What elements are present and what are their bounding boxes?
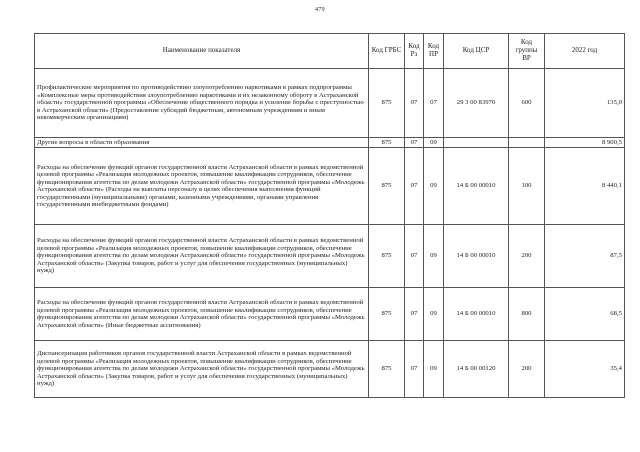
cell-rz: 07 xyxy=(405,341,424,398)
cell-csr: 14 Б 00 00120 xyxy=(444,341,509,398)
header-rz: Код Рз xyxy=(405,34,424,69)
cell-amount: 87,5 xyxy=(545,225,625,288)
cell-name: Профилактические мероприятия по противодействию злоупотреблению наркотиками в рамках подпрограммы «Комплексные меры противодействия злоупотреблению наркотиками и их незаконному обороту в Астраханской области» государственной программы «Обеспечение общественного порядка и усиление борьбы с преступностью в Астраханской области» (Предоставление субсидий бюджетным, автономным учреждениям и иным некоммерческим организациям) xyxy=(35,69,369,138)
cell-grbs: 875 xyxy=(369,225,405,288)
cell-csr xyxy=(444,138,509,148)
cell-amount: 35,4 xyxy=(545,341,625,398)
cell-rz: 07 xyxy=(405,288,424,341)
header-name: Наименование показателя xyxy=(35,34,369,69)
cell-vr: 100 xyxy=(509,148,545,225)
cell-amount: 68,5 xyxy=(545,288,625,341)
cell-name: Диспансеризация работников органов государственной власти Астраханской области в рамках ведомственной целевой программы «Реализация молодежных проектов, повышение квалификации сотрудников, обеспечение функционирования агентства по делам молодежи Астраханской области» государственной программы «Молодежь Астраханской области» (Закупка товаров, работ и услуг для обеспечения государственных (муниципальных) нужд) xyxy=(35,341,369,398)
cell-name: Расходы на обеспечение функций органов государственной власти Астраханской области в рамках ведомственной целевой программы «Реализация молодежных проектов, повышение квалификации сотрудников, обеспечение функционирования агентства по делам молодежи Астраханской области» государственной программы «Молодежь Астраханской области» (Иные бюджетные ассигнования) xyxy=(35,288,369,341)
table-row xyxy=(35,341,625,398)
cell-vr: 800 xyxy=(509,288,545,341)
cell-rz: 07 xyxy=(405,138,424,148)
cell-amount: 8 440,1 xyxy=(545,148,625,225)
cell-csr: 14 Б 00 00010 xyxy=(444,288,509,341)
cell-grbs: 875 xyxy=(369,341,405,398)
cell-vr: 200 xyxy=(509,225,545,288)
cell-name: Расходы на обеспечение функций органов государственной власти Астраханской области в рамках ведомственной целевой программы «Реализация молодежных проектов, повышение квалификации сотрудников, обеспечение функционирования агентства по делам молодежи Астраханской области» государственной программы «Молодежь Астраханской области» (Расходы на выплаты персоналу в целях обеспечения выполнения функций государственными (муниципальными) органами, казенными учреждениями, органами управления государственными внебюджетными фондами) xyxy=(35,148,369,225)
cell-pr: 09 xyxy=(424,341,444,398)
cell-vr: 200 xyxy=(509,341,545,398)
header-vr: Код группы ВР xyxy=(509,34,545,69)
cell-vr: 600 xyxy=(509,69,545,138)
cell-amount: 8 900,5 xyxy=(545,138,625,148)
cell-rz: 07 xyxy=(405,225,424,288)
header-row xyxy=(35,34,625,69)
cell-pr: 07 xyxy=(424,69,444,138)
cell-name: Расходы на обеспечение функций органов государственной власти Астраханской области в рамках ведомственной целевой программы «Реализация молодежных проектов, повышение квалификации сотрудников, обеспечение функционирования агентства по делам молодежи Астраханской области» государственной программы «Молодежь Астраханской области» (Закупка товаров, работ и услуг для обеспечения государственных (муниципальных) нужд) xyxy=(35,225,369,288)
cell-rz: 07 xyxy=(405,69,424,138)
cell-vr xyxy=(509,138,545,148)
cell-csr: 14 Б 00 00010 xyxy=(444,148,509,225)
cell-name: Другие вопросы в области образования xyxy=(35,138,369,148)
header-csr: Код ЦСР xyxy=(444,34,509,69)
header-pr: Код ПР xyxy=(424,34,444,69)
table-row xyxy=(35,138,625,148)
table-row xyxy=(35,148,625,225)
header-year: 2022 год xyxy=(545,34,625,69)
page-number: 479 xyxy=(315,7,325,13)
cell-grbs: 875 xyxy=(369,138,405,148)
header-grbs: Код ГРБС xyxy=(369,34,405,69)
table-row xyxy=(35,288,625,341)
cell-grbs: 875 xyxy=(369,69,405,138)
cell-pr: 09 xyxy=(424,148,444,225)
cell-pr: 09 xyxy=(424,225,444,288)
cell-grbs: 875 xyxy=(369,288,405,341)
budget-table xyxy=(34,33,625,398)
cell-csr: 29 3 00 83970 xyxy=(444,69,509,138)
cell-csr: 14 Б 00 00010 xyxy=(444,225,509,288)
table-row xyxy=(35,69,625,138)
cell-pr: 09 xyxy=(424,138,444,148)
table-row xyxy=(35,225,625,288)
cell-amount: 135,0 xyxy=(545,69,625,138)
cell-rz: 07 xyxy=(405,148,424,225)
cell-pr: 09 xyxy=(424,288,444,341)
cell-grbs: 875 xyxy=(369,148,405,225)
